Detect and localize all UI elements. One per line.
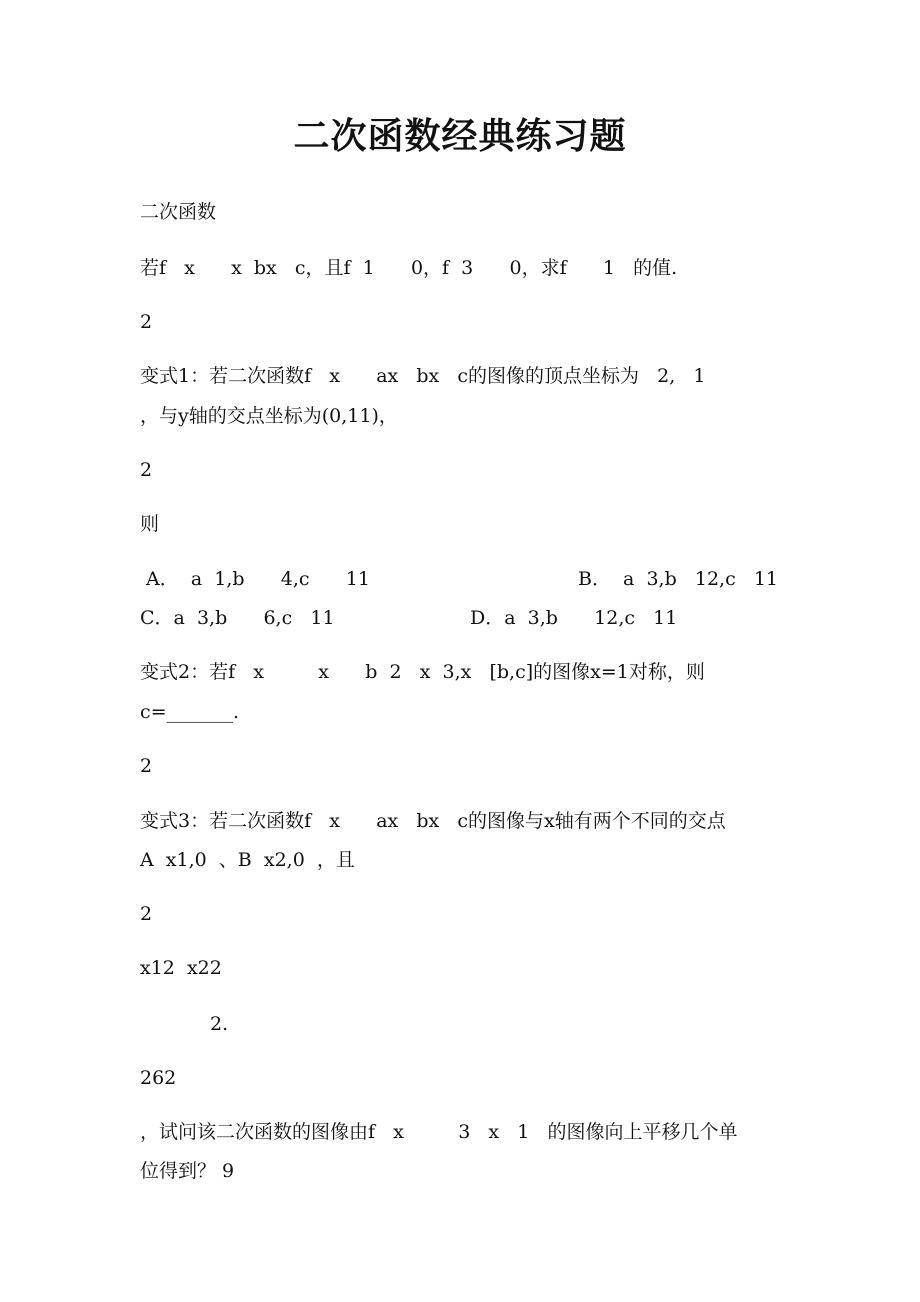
document-title: 二次函数经典练习题 (293, 115, 627, 157)
variant-3-question: ，试问该二次函数的图像由f x 3 x 1 的图像向上平移几个单 (140, 1121, 738, 1143)
section-heading: 二次函数 (140, 201, 217, 223)
formula-fragment: 262 (140, 1067, 177, 1089)
variant-1-continuation: ，与y轴的交点坐标为(0,11)， (140, 405, 398, 427)
variant-3-continuation: A x1,0 、B x2,0 ，且 (140, 849, 355, 871)
variant-2-statement: 变式2：若f x x b 2 x 3,x [b,c]的图像x=1对称，则 (140, 661, 705, 683)
problem-statement: 若f x x bx c，且f 1 0，f 3 0，求f 1 的值. (140, 257, 678, 279)
exponent-fragment: 2 (140, 755, 153, 777)
variant-1-statement: 变式1：若二次函数f x ax bx c的图像的顶点坐标为 2, 1 (140, 365, 706, 387)
exponent-fragment: 2 (140, 311, 153, 333)
variant-2-blank: c=_______. (140, 701, 240, 723)
exponent-fragment: 2 (140, 903, 153, 925)
exponent-fragment: 2 (140, 459, 153, 481)
formula-fragment: x12 x22 (140, 957, 222, 979)
variant-1-prompt: 则 (140, 513, 160, 535)
choice-a: A． a 1,b 4,c 11 (140, 568, 370, 590)
variant-3-statement: 变式3：若二次函数f x ax bx c的图像与x轴有两个不同的交点 (140, 810, 726, 832)
formula-fragment: 2. (210, 1013, 229, 1035)
choice-d: D．a 3,b 12,c 11 (470, 607, 678, 629)
variant-3-question-end: 位得到？ 9 (140, 1160, 235, 1182)
choice-b: B． a 3,b 12,c 11 (578, 568, 779, 590)
choice-c: C．a 3,b 6,c 11 (140, 607, 335, 629)
